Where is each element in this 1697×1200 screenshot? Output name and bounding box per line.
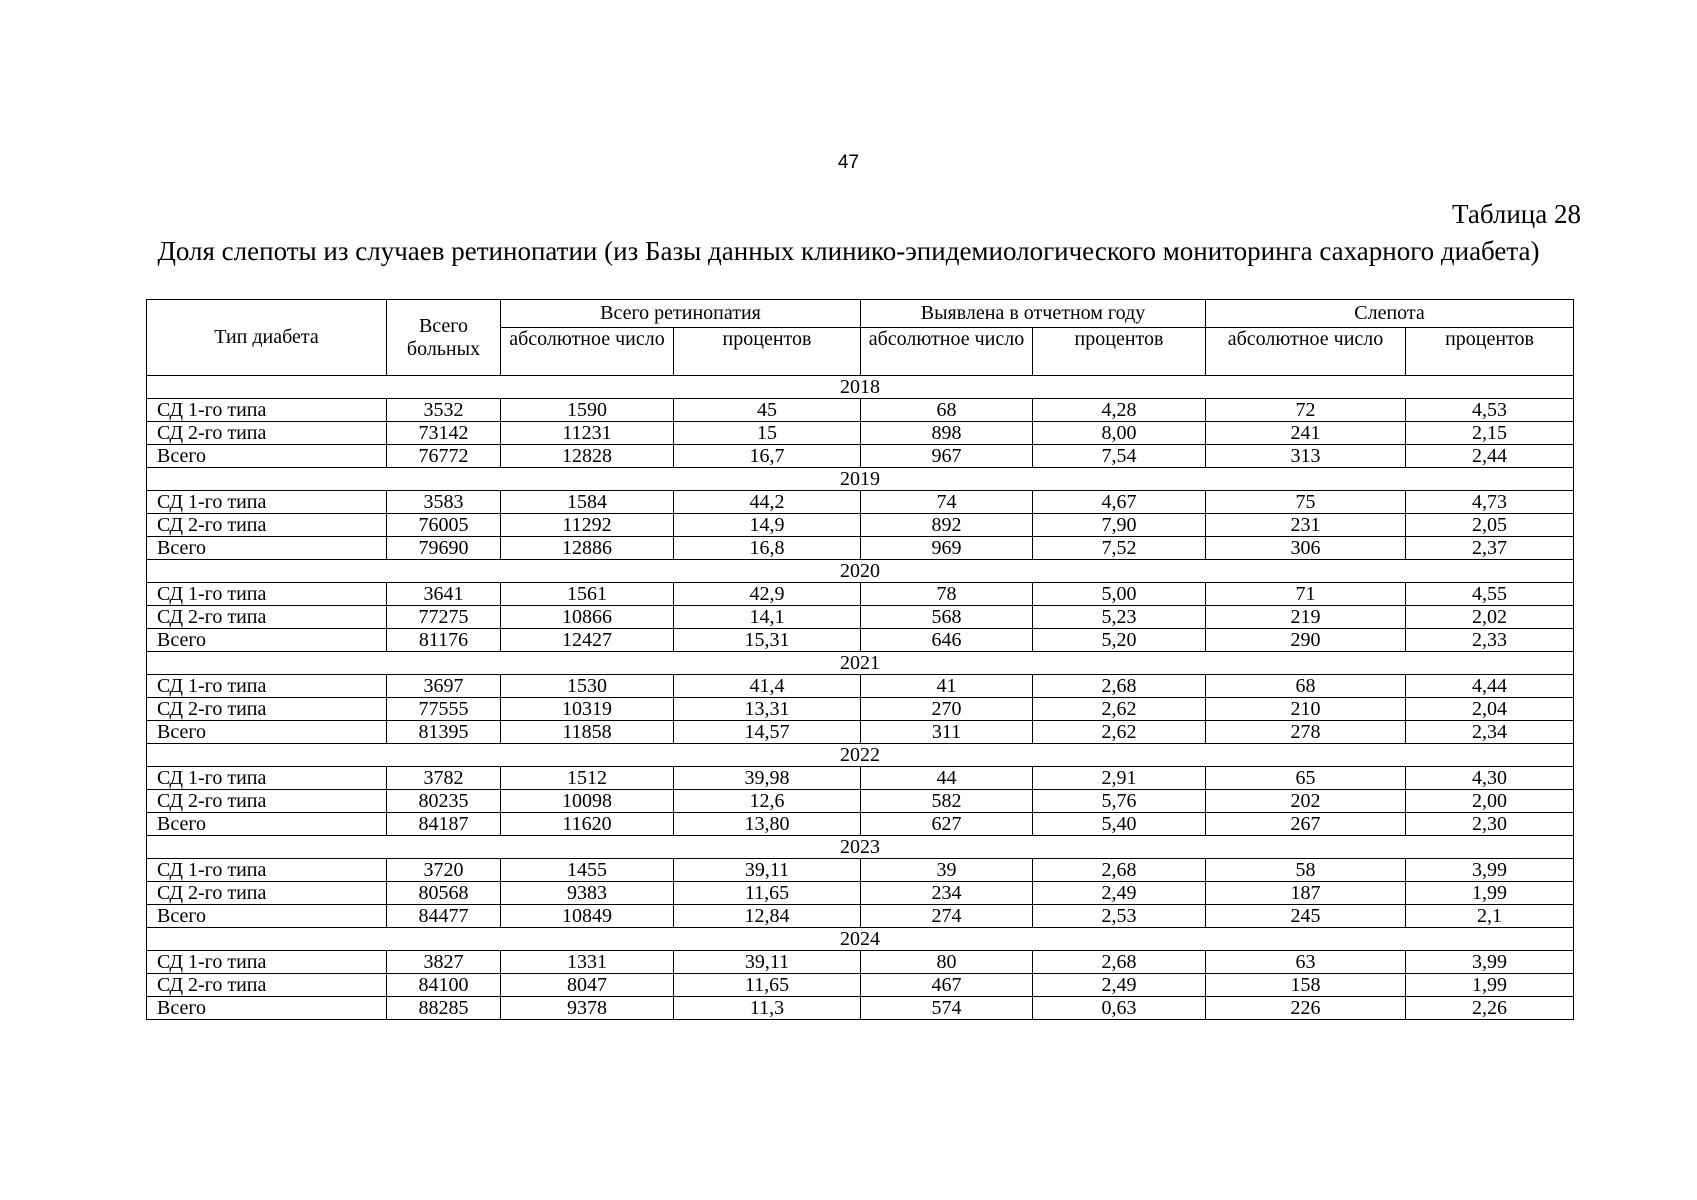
cell-type: СД 2-го типа bbox=[147, 790, 387, 813]
table-row bbox=[147, 859, 1574, 882]
cell-ret-abs: 8047 bbox=[501, 974, 674, 997]
blindness-table bbox=[146, 299, 1574, 1020]
year-label: 2020 bbox=[147, 560, 1574, 583]
year-label: 2022 bbox=[147, 744, 1574, 767]
cell-ret-abs: 10866 bbox=[501, 606, 674, 629]
cell-bl-abs: 75 bbox=[1206, 491, 1406, 514]
cell-det-pct: 5,40 bbox=[1033, 813, 1206, 836]
table-row bbox=[147, 882, 1574, 905]
cell-bl-abs: 278 bbox=[1206, 721, 1406, 744]
cell-type: СД 2-го типа bbox=[147, 698, 387, 721]
cell-bl-pct: 3,99 bbox=[1406, 951, 1574, 974]
cell-total: 3782 bbox=[387, 767, 501, 790]
year-row bbox=[147, 744, 1574, 767]
cell-bl-abs: 313 bbox=[1206, 445, 1406, 468]
table-row bbox=[147, 399, 1574, 422]
cell-type: СД 1-го типа bbox=[147, 491, 387, 514]
header-group-retinopathy: Всего ретинопатия bbox=[501, 300, 861, 328]
cell-det-abs: 44 bbox=[861, 767, 1033, 790]
cell-bl-pct: 4,73 bbox=[1406, 491, 1574, 514]
cell-type: СД 1-го типа bbox=[147, 951, 387, 974]
cell-type: Всего bbox=[147, 905, 387, 928]
cell-type: Всего bbox=[147, 813, 387, 836]
cell-bl-pct: 2,15 bbox=[1406, 422, 1574, 445]
cell-type: СД 2-го типа bbox=[147, 606, 387, 629]
cell-bl-abs: 72 bbox=[1206, 399, 1406, 422]
cell-det-abs: 270 bbox=[861, 698, 1033, 721]
cell-bl-abs: 226 bbox=[1206, 997, 1406, 1020]
cell-bl-pct: 2,1 bbox=[1406, 905, 1574, 928]
cell-bl-abs: 241 bbox=[1206, 422, 1406, 445]
cell-bl-pct: 2,44 bbox=[1406, 445, 1574, 468]
cell-det-pct: 2,91 bbox=[1033, 767, 1206, 790]
cell-det-pct: 7,90 bbox=[1033, 514, 1206, 537]
header-group-detected: Выявлена в отчетном году bbox=[861, 300, 1206, 328]
cell-det-pct: 7,52 bbox=[1033, 537, 1206, 560]
table-row bbox=[147, 767, 1574, 790]
cell-type: СД 2-го типа bbox=[147, 974, 387, 997]
cell-det-abs: 78 bbox=[861, 583, 1033, 606]
cell-det-abs: 627 bbox=[861, 813, 1033, 836]
table-row bbox=[147, 445, 1574, 468]
cell-bl-abs: 158 bbox=[1206, 974, 1406, 997]
cell-ret-abs: 9383 bbox=[501, 882, 674, 905]
cell-total: 84187 bbox=[387, 813, 501, 836]
cell-det-abs: 898 bbox=[861, 422, 1033, 445]
cell-ret-abs: 10098 bbox=[501, 790, 674, 813]
cell-total: 3583 bbox=[387, 491, 501, 514]
cell-det-abs: 41 bbox=[861, 675, 1033, 698]
table-body bbox=[147, 376, 1574, 1020]
cell-ret-pct: 44,2 bbox=[674, 491, 861, 514]
header-ret-abs: абсолютное число bbox=[501, 328, 674, 376]
cell-ret-pct: 12,84 bbox=[674, 905, 861, 928]
cell-ret-abs: 11292 bbox=[501, 514, 674, 537]
cell-total: 3697 bbox=[387, 675, 501, 698]
cell-type: Всего bbox=[147, 537, 387, 560]
cell-det-abs: 74 bbox=[861, 491, 1033, 514]
cell-ret-abs: 9378 bbox=[501, 997, 674, 1020]
cell-type: Всего bbox=[147, 997, 387, 1020]
cell-det-abs: 574 bbox=[861, 997, 1033, 1020]
cell-bl-pct: 4,30 bbox=[1406, 767, 1574, 790]
cell-ret-pct: 14,1 bbox=[674, 606, 861, 629]
cell-det-pct: 5,23 bbox=[1033, 606, 1206, 629]
cell-ret-abs: 1331 bbox=[501, 951, 674, 974]
cell-det-abs: 967 bbox=[861, 445, 1033, 468]
cell-det-pct: 4,28 bbox=[1033, 399, 1206, 422]
cell-total: 77275 bbox=[387, 606, 501, 629]
cell-type: СД 2-го типа bbox=[147, 882, 387, 905]
cell-total: 81395 bbox=[387, 721, 501, 744]
cell-det-pct: 8,00 bbox=[1033, 422, 1206, 445]
cell-type: СД 2-го типа bbox=[147, 514, 387, 537]
cell-det-pct: 2,49 bbox=[1033, 974, 1206, 997]
cell-det-pct: 2,62 bbox=[1033, 698, 1206, 721]
cell-bl-pct: 1,99 bbox=[1406, 974, 1574, 997]
cell-bl-abs: 210 bbox=[1206, 698, 1406, 721]
table-row bbox=[147, 606, 1574, 629]
year-row bbox=[147, 560, 1574, 583]
table-row bbox=[147, 698, 1574, 721]
cell-bl-pct: 4,44 bbox=[1406, 675, 1574, 698]
table-title: Доля слепоты из случаев ретинопатии (из Базы данных клинико-эпидемиологического мониторинга сахарного диабета) bbox=[157, 236, 1540, 266]
year-row bbox=[147, 836, 1574, 859]
cell-det-pct: 2,68 bbox=[1033, 951, 1206, 974]
cell-det-pct: 2,53 bbox=[1033, 905, 1206, 928]
year-row bbox=[147, 376, 1574, 399]
table-row bbox=[147, 905, 1574, 928]
cell-ret-abs: 1455 bbox=[501, 859, 674, 882]
cell-total: 3641 bbox=[387, 583, 501, 606]
cell-total: 3532 bbox=[387, 399, 501, 422]
cell-ret-abs: 1584 bbox=[501, 491, 674, 514]
table-row bbox=[147, 583, 1574, 606]
cell-bl-pct: 4,55 bbox=[1406, 583, 1574, 606]
cell-det-pct: 5,20 bbox=[1033, 629, 1206, 652]
cell-ret-pct: 15 bbox=[674, 422, 861, 445]
cell-ret-pct: 11,65 bbox=[674, 882, 861, 905]
header-ret-pct: процентов bbox=[674, 328, 861, 376]
cell-ret-pct: 16,8 bbox=[674, 537, 861, 560]
cell-total: 80568 bbox=[387, 882, 501, 905]
cell-det-pct: 5,00 bbox=[1033, 583, 1206, 606]
year-label: 2023 bbox=[147, 836, 1574, 859]
cell-ret-abs: 10319 bbox=[501, 698, 674, 721]
cell-det-abs: 892 bbox=[861, 514, 1033, 537]
cell-det-abs: 467 bbox=[861, 974, 1033, 997]
cell-ret-abs: 12427 bbox=[501, 629, 674, 652]
table-row bbox=[147, 790, 1574, 813]
cell-bl-pct: 2,02 bbox=[1406, 606, 1574, 629]
cell-bl-abs: 63 bbox=[1206, 951, 1406, 974]
year-row bbox=[147, 928, 1574, 951]
cell-ret-pct: 13,31 bbox=[674, 698, 861, 721]
cell-ret-pct: 15,31 bbox=[674, 629, 861, 652]
cell-bl-abs: 68 bbox=[1206, 675, 1406, 698]
cell-bl-abs: 187 bbox=[1206, 882, 1406, 905]
cell-bl-abs: 267 bbox=[1206, 813, 1406, 836]
cell-ret-abs: 12828 bbox=[501, 445, 674, 468]
header-det-abs: абсолютное число bbox=[861, 328, 1033, 376]
page-number: 47 bbox=[837, 152, 860, 173]
cell-bl-abs: 290 bbox=[1206, 629, 1406, 652]
cell-bl-pct: 2,05 bbox=[1406, 514, 1574, 537]
cell-det-abs: 311 bbox=[861, 721, 1033, 744]
cell-bl-abs: 306 bbox=[1206, 537, 1406, 560]
cell-type: СД 1-го типа bbox=[147, 583, 387, 606]
cell-total: 88285 bbox=[387, 997, 501, 1020]
cell-det-pct: 7,54 bbox=[1033, 445, 1206, 468]
cell-det-pct: 2,62 bbox=[1033, 721, 1206, 744]
cell-bl-abs: 245 bbox=[1206, 905, 1406, 928]
cell-ret-abs: 11858 bbox=[501, 721, 674, 744]
cell-ret-abs: 11620 bbox=[501, 813, 674, 836]
cell-ret-pct: 39,11 bbox=[674, 951, 861, 974]
table-row bbox=[147, 813, 1574, 836]
table-row bbox=[147, 721, 1574, 744]
cell-ret-pct: 12,6 bbox=[674, 790, 861, 813]
cell-ret-abs: 11231 bbox=[501, 422, 674, 445]
cell-det-abs: 39 bbox=[861, 859, 1033, 882]
cell-total: 3827 bbox=[387, 951, 501, 974]
cell-det-pct: 2,49 bbox=[1033, 882, 1206, 905]
cell-total: 84100 bbox=[387, 974, 501, 997]
cell-total: 81176 bbox=[387, 629, 501, 652]
cell-bl-pct: 2,26 bbox=[1406, 997, 1574, 1020]
table-row bbox=[147, 629, 1574, 652]
cell-total: 77555 bbox=[387, 698, 501, 721]
cell-bl-pct: 1,99 bbox=[1406, 882, 1574, 905]
cell-det-pct: 5,76 bbox=[1033, 790, 1206, 813]
cell-ret-abs: 1512 bbox=[501, 767, 674, 790]
cell-bl-pct: 2,34 bbox=[1406, 721, 1574, 744]
cell-bl-pct: 4,53 bbox=[1406, 399, 1574, 422]
header-type: Тип диабета bbox=[147, 300, 387, 376]
cell-ret-abs: 12886 bbox=[501, 537, 674, 560]
cell-ret-pct: 13,80 bbox=[674, 813, 861, 836]
table-row bbox=[147, 514, 1574, 537]
cell-det-abs: 274 bbox=[861, 905, 1033, 928]
year-label: 2018 bbox=[147, 376, 1574, 399]
cell-bl-pct: 2,30 bbox=[1406, 813, 1574, 836]
cell-det-pct: 2,68 bbox=[1033, 675, 1206, 698]
year-label: 2024 bbox=[147, 928, 1574, 951]
cell-ret-abs: 1561 bbox=[501, 583, 674, 606]
cell-bl-abs: 231 bbox=[1206, 514, 1406, 537]
cell-ret-abs: 1590 bbox=[501, 399, 674, 422]
cell-det-abs: 80 bbox=[861, 951, 1033, 974]
cell-ret-pct: 41,4 bbox=[674, 675, 861, 698]
table-row bbox=[147, 537, 1574, 560]
cell-ret-pct: 39,98 bbox=[674, 767, 861, 790]
cell-det-pct: 0,63 bbox=[1033, 997, 1206, 1020]
cell-det-abs: 568 bbox=[861, 606, 1033, 629]
cell-ret-pct: 45 bbox=[674, 399, 861, 422]
table-row bbox=[147, 997, 1574, 1020]
cell-total: 76005 bbox=[387, 514, 501, 537]
cell-bl-pct: 2,33 bbox=[1406, 629, 1574, 652]
year-row bbox=[147, 652, 1574, 675]
header-total-patients: Всего больных bbox=[387, 300, 501, 376]
table-label: Таблица 28 bbox=[1452, 199, 1581, 229]
cell-total: 3720 bbox=[387, 859, 501, 882]
header-det-pct: процентов bbox=[1033, 328, 1206, 376]
cell-det-abs: 646 bbox=[861, 629, 1033, 652]
cell-type: СД 2-го типа bbox=[147, 422, 387, 445]
header-bl-pct: процентов bbox=[1406, 328, 1574, 376]
cell-det-abs: 234 bbox=[861, 882, 1033, 905]
cell-bl-pct: 2,00 bbox=[1406, 790, 1574, 813]
cell-bl-abs: 71 bbox=[1206, 583, 1406, 606]
cell-ret-pct: 14,9 bbox=[674, 514, 861, 537]
table-row bbox=[147, 675, 1574, 698]
cell-bl-pct: 2,37 bbox=[1406, 537, 1574, 560]
cell-det-pct: 2,68 bbox=[1033, 859, 1206, 882]
cell-type: СД 1-го типа bbox=[147, 675, 387, 698]
year-label: 2021 bbox=[147, 652, 1574, 675]
cell-ret-abs: 1530 bbox=[501, 675, 674, 698]
cell-total: 80235 bbox=[387, 790, 501, 813]
cell-bl-abs: 202 bbox=[1206, 790, 1406, 813]
cell-type: СД 1-го типа bbox=[147, 399, 387, 422]
cell-ret-pct: 11,3 bbox=[674, 997, 861, 1020]
cell-bl-abs: 219 bbox=[1206, 606, 1406, 629]
cell-bl-abs: 65 bbox=[1206, 767, 1406, 790]
cell-total: 76772 bbox=[387, 445, 501, 468]
header-bl-abs: абсолютное число bbox=[1206, 328, 1406, 376]
cell-type: СД 1-го типа bbox=[147, 859, 387, 882]
cell-bl-pct: 2,04 bbox=[1406, 698, 1574, 721]
cell-ret-abs: 10849 bbox=[501, 905, 674, 928]
table-row bbox=[147, 422, 1574, 445]
cell-bl-abs: 58 bbox=[1206, 859, 1406, 882]
cell-bl-pct: 3,99 bbox=[1406, 859, 1574, 882]
cell-det-pct: 4,67 bbox=[1033, 491, 1206, 514]
table-row bbox=[147, 951, 1574, 974]
cell-det-abs: 969 bbox=[861, 537, 1033, 560]
cell-type: Всего bbox=[147, 721, 387, 744]
cell-type: Всего bbox=[147, 629, 387, 652]
cell-ret-pct: 42,9 bbox=[674, 583, 861, 606]
cell-ret-pct: 39,11 bbox=[674, 859, 861, 882]
header-group-blindness: Слепота bbox=[1206, 300, 1574, 328]
cell-ret-pct: 11,65 bbox=[674, 974, 861, 997]
year-label: 2019 bbox=[147, 468, 1574, 491]
cell-ret-pct: 14,57 bbox=[674, 721, 861, 744]
cell-type: СД 1-го типа bbox=[147, 767, 387, 790]
cell-total: 73142 bbox=[387, 422, 501, 445]
cell-det-abs: 582 bbox=[861, 790, 1033, 813]
cell-total: 79690 bbox=[387, 537, 501, 560]
year-row bbox=[147, 468, 1574, 491]
cell-det-abs: 68 bbox=[861, 399, 1033, 422]
table-row bbox=[147, 491, 1574, 514]
cell-type: Всего bbox=[147, 445, 387, 468]
table-row bbox=[147, 974, 1574, 997]
cell-total: 84477 bbox=[387, 905, 501, 928]
cell-ret-pct: 16,7 bbox=[674, 445, 861, 468]
